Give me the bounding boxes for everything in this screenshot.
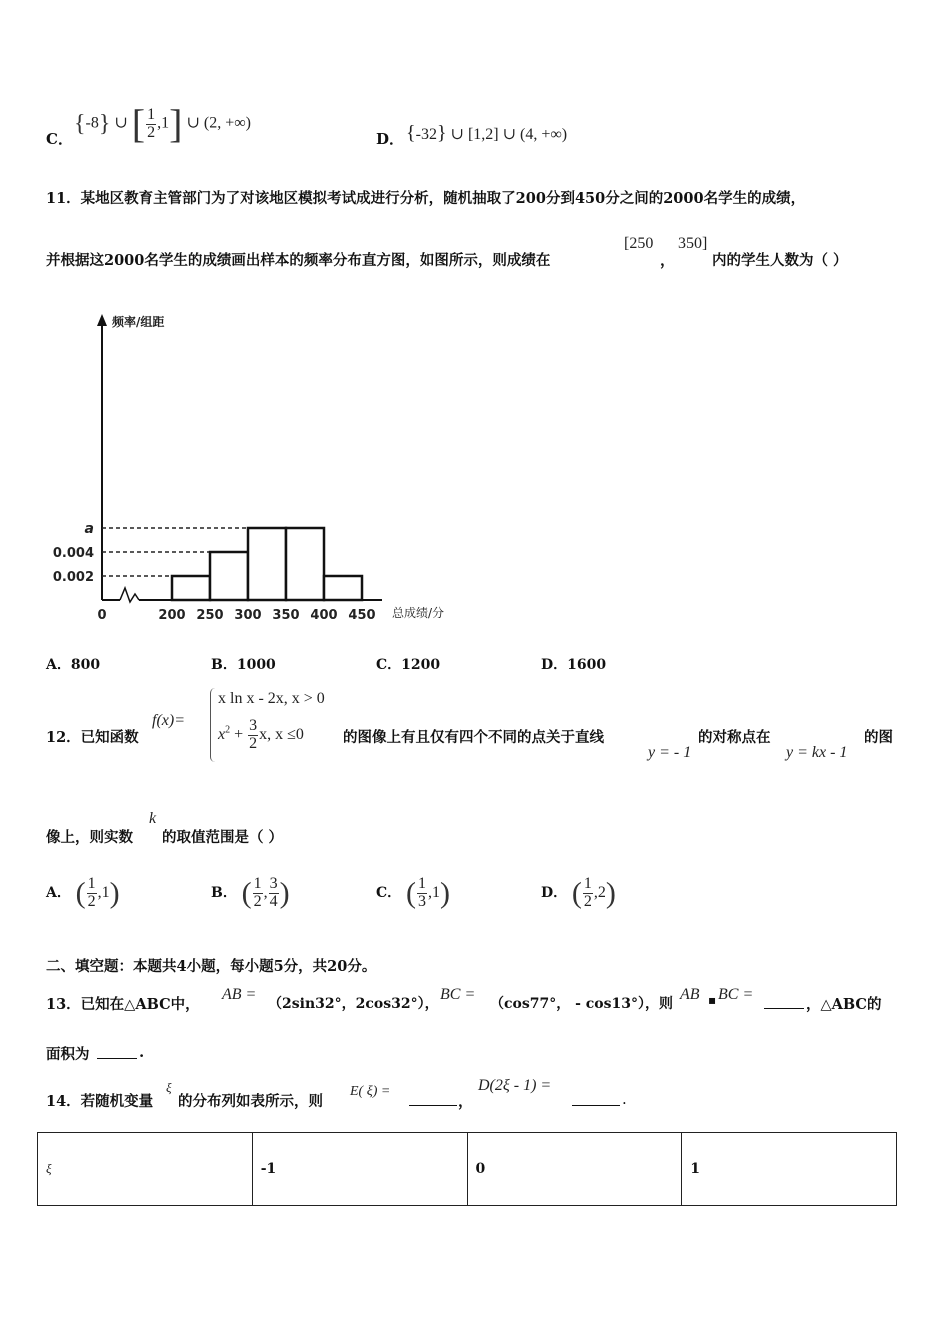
q12-option-d: D． ( $\frac{1}{2}$ ,2) <box>541 875 616 910</box>
histogram-bar <box>324 576 362 600</box>
q10-option-c-label: C． <box>46 130 73 148</box>
histogram-bar <box>210 552 248 600</box>
q14-xi: ξ <box>166 1080 172 1095</box>
q10-option-d-label: D． <box>376 130 405 148</box>
q14-expectation: E( ξ) = <box>350 1084 391 1099</box>
q13-dot: ▪ <box>708 993 717 1007</box>
q13-ab-value: （2sin32°，2cos32°）， <box>268 996 439 1012</box>
q12-function-lhs: f(x)= <box>152 712 185 729</box>
q14-answer-blank-d[interactable] <box>572 1105 620 1106</box>
q11-option-d: D．1600 <box>541 657 607 673</box>
q11-option-c: C．1200 <box>376 657 441 673</box>
q12-option-c: C． ( $\frac{1}{3}$ ,1) <box>376 875 450 910</box>
x-tick-label: 200 <box>158 608 186 623</box>
q11-interval-left: [250 <box>624 235 654 252</box>
piecewise-brace <box>210 688 215 762</box>
q12-k: k <box>149 810 157 827</box>
x-tick-label: 350 <box>272 608 300 623</box>
y-axis-label: 频率/组距 <box>112 315 165 329</box>
q14-mid: 的分布列如表所示，则 <box>178 1093 323 1110</box>
q13-dot-ab: AB <box>680 986 700 1003</box>
q12-tail: 的图 <box>864 729 893 746</box>
q12-case2: $x^2$ + $\frac{3}{2}$ x, x ≤0 <box>218 717 304 752</box>
x-tick-label: 300 <box>234 608 262 623</box>
x-axis-label: 总成绩/分 <box>392 606 445 620</box>
q13-dot-bc: BC = <box>718 986 754 1003</box>
q10-option-c-expression: {-8} ∪ [ $\frac{1}{2}$ ,1] ∪ (2, +∞) <box>74 101 251 146</box>
q14-comma: ， <box>458 1092 474 1110</box>
q11-interval-comma: ， <box>660 251 676 269</box>
q11-line2-before: 并根据这2000名学生的成绩画出样本的频率分布直方图，如图所示，则成绩在 <box>46 252 551 269</box>
q13-ab: AB = <box>222 986 257 1003</box>
frequency-histogram <box>40 300 470 630</box>
table-cell: 0 <box>467 1133 682 1206</box>
q14-variance: D(2ξ - 1) = <box>478 1077 552 1094</box>
q13-answer-blank-2[interactable] <box>97 1058 137 1059</box>
table-cell: 1 <box>682 1133 897 1206</box>
q14-prefix: 14．若随机变量 <box>46 1093 154 1110</box>
q13-bc: BC = <box>440 986 476 1003</box>
q11-option-b: B．1000 <box>211 657 276 673</box>
x-tick-label: 250 <box>196 608 224 623</box>
x-tick-label: 400 <box>310 608 338 623</box>
q11-interval-right: 350] <box>678 235 708 252</box>
q13-line2: 面积为 <box>46 1046 90 1063</box>
histogram-bar <box>286 528 324 600</box>
q11-line2-after: 内的学生人数为（ ） <box>712 252 848 269</box>
y-axis-arrow <box>97 314 107 326</box>
q12-line2-a: 像上，则实数 <box>46 829 133 846</box>
q12-prefix: 12．已知函数 <box>46 729 139 746</box>
table-row <box>38 1133 897 1206</box>
q13-bc-value: （cos77°， - cos13°），则 <box>490 996 674 1012</box>
section-2-heading: 二、填空题：本题共4小题，每小题5分，共20分。 <box>46 958 377 975</box>
y-tick-label: 0.002 <box>52 570 94 585</box>
y-tick-label: 0.004 <box>52 546 94 561</box>
q11-option-a: A．800 <box>46 657 101 673</box>
table-cell-xi: ξ <box>38 1133 253 1206</box>
q13-answer-blank-1[interactable] <box>764 1008 804 1009</box>
q11-line1: 11．某地区教育主管部门为了对该地区模拟考试成进行分析，随机抽取了200分到450分之间的2000名学生的成绩， <box>46 190 806 207</box>
x-tick-label: 450 <box>348 608 376 623</box>
q12-option-a: A． ( $\frac{1}{2}$ ,1) <box>46 875 120 910</box>
q12-option-b: B． ( $\frac{1}{2}$ , $\frac{3}{4}$ ) <box>211 875 290 910</box>
distribution-table <box>37 1132 897 1206</box>
q12-line-equation: y = - 1 <box>648 744 692 761</box>
q13-tail: ，△ABC的 <box>806 996 882 1013</box>
y-tick-label: a <box>84 521 94 537</box>
table-cell: -1 <box>252 1133 467 1206</box>
histogram-bar <box>248 528 286 600</box>
q13-line2-end: . <box>139 1043 145 1061</box>
q12-line2-b: 的取值范围是（ ） <box>162 829 284 846</box>
q10-option-d-expression: {-32} ∪ [1,2] ∪ (4, +∞) <box>406 122 568 144</box>
q12-curve-equation: y = kx - 1 <box>786 744 848 761</box>
brace-left: { <box>74 111 86 137</box>
histogram-bar <box>172 576 210 600</box>
q13-prefix: 13．已知在△ABC中， <box>46 996 200 1013</box>
q14-answer-blank-e[interactable] <box>409 1105 457 1106</box>
q12-case1: x ln x - 2x, x > 0 <box>218 690 325 707</box>
x-tick-label: 0 <box>97 608 107 623</box>
axis-break <box>120 588 139 602</box>
q12-middle2: 的对称点在 <box>698 729 771 746</box>
q12-middle: 的图像上有且仅有四个不同的点关于直线 <box>343 729 604 746</box>
q14-end: . <box>622 1090 627 1108</box>
